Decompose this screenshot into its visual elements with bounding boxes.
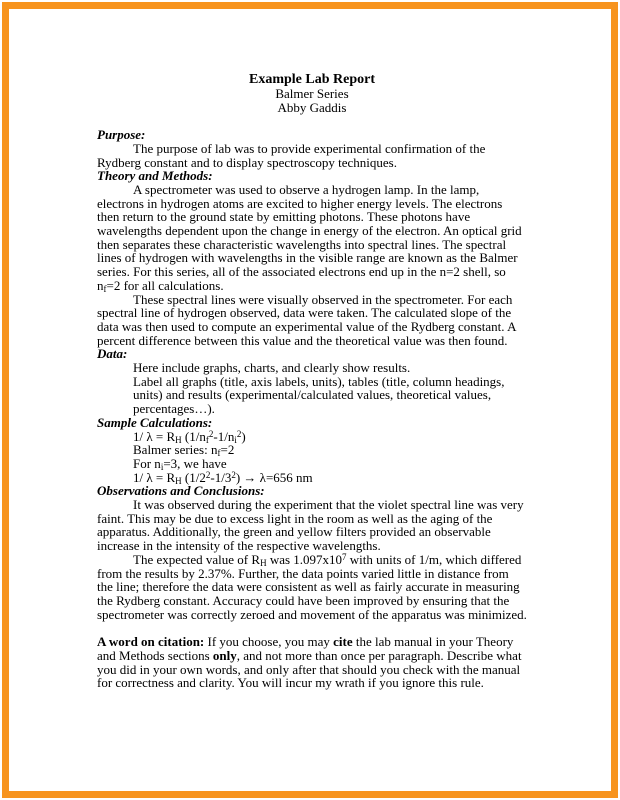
citation-paragraph: A word on citation: If you choose, you may cite the lab manual in your Theory and Methods sections only, and not more than once per paragraph. Describe what you did in your own words, and only after that should you check with the manual for correctness and clarity. You will incur my wrath if you ignore this rule.: [97, 634, 522, 691]
theory-heading: Theory and Methods:: [97, 168, 213, 184]
document-title: Example Lab Report: [249, 72, 375, 87]
calculation-formula-4: 1/ λ = RH $(1/2^2-1/3^2) \to \lambda=656$ nm: [133, 469, 313, 486]
purpose-paragraph: The purpose of lab was to provide experimental confirmation of the Rydberg constant and to display spectroscopy techniques.: [97, 140, 486, 170]
page-frame: [2, 2, 618, 798]
document-header: [97, 73, 527, 114]
theory-paragraph-2: These spectral lines were visually observed in the spectrometer. For each spectral line of hydrogen observed, data were taken. The calculated slope of the data was then used to compute an experimental value of the Rydberg constant. A percent difference between this value and the theoretical value was then found.: [97, 291, 516, 348]
observations-paragraph-2: The expected value of RH was $1.097x10^7$ with units of 1/m, which differed from the results by 2.37%. Further, the data points varied little in distance from the line; therefore the data were consistent as well as fairly accurate in measuring the Rydberg constant. Accuracy could have been improved by ensuring that the spectrometer was correctly zeroed and movement of the apparatus was minimized.: [97, 551, 527, 622]
calculation-formula-2: Balmer series: nf=2: [133, 442, 235, 459]
blank-line: [97, 114, 527, 128]
calculation-formula-3: For ni=3, we have: [133, 455, 227, 472]
purpose-heading: Purpose:: [97, 127, 146, 143]
sample-calculations-heading: Sample Calculations:: [97, 414, 213, 430]
blank-line: [97, 621, 527, 635]
document-subtitle: Balmer Series: [275, 86, 349, 101]
calculation-formula-1: 1/ λ = RH $(1/nf^2-1/ni^2)$: [133, 428, 246, 445]
lab-report-page: [9, 9, 611, 791]
data-instruction-2: Label all graphs (title, axis labels, units), tables (title, column headings, units) and results (experimental/calculated values, theoretical values, percentages…).: [133, 373, 505, 417]
observations-paragraph-1: It was observed during the experiment that the violet spectral line was very faint. This may be due to excess light in the room as well as the aging of the apparatus. Additionally, the green and yellow filters provided an observable increase in the intensity of the respective wavelengths.: [97, 497, 524, 554]
data-heading: Data:: [97, 346, 128, 362]
document-author: Abby Gaddis: [277, 99, 347, 115]
theory-paragraph-1: A spectrometer was used to observe a hydrogen lamp. In the lamp, electrons in hydrogen atoms are excited to higher energy levels. The electrons then return to the ground state by emitting photons. These photons have wavelengths dependent upon the change in energy of the electron. An optical grid then separates these characteristic wavelengths into spectral lines. The spectral lines of hydrogen with wavelengths in the visible range are known as the Balmer series. For this series, all of the associated electrons end up in the n=2 shell, so nf=2 for all calculations.: [97, 181, 522, 294]
data-instruction-1: Here include graphs, charts, and clearly show results.: [133, 360, 411, 376]
observations-heading: Observations and Conclusions:: [97, 483, 265, 499]
